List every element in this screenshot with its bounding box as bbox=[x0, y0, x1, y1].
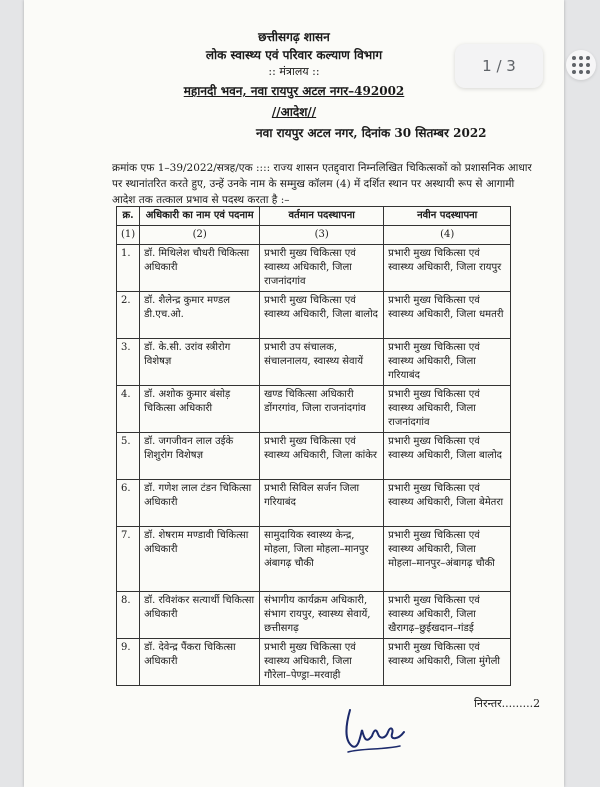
row-serial: 2. bbox=[117, 292, 140, 339]
table-header-row bbox=[117, 207, 511, 226]
table-row bbox=[117, 639, 511, 686]
row-new-posting: प्रभारी मुख्य चिकित्सा एवं स्वास्थ्य अधिकारी, जिला खैरागढ़–छुईखदान–गंडई bbox=[384, 592, 511, 639]
order-intro-paragraph: क्रमांक एफ 1–39/2022/सत्रह/एक :::: राज्य शासन एतद्द्वारा निम्नलिखित चिकित्सकों को प्रशासनिक आधार पर स्थानांतरित करते हुए, उन्हें उनके नाम के सम्मुख कॉलम (4) में दर्शित स्थान पर अस्थायी रूप से आगामी आदेश तक तत्काल प्रभाव से पदस्थ करता है :– bbox=[112, 162, 532, 206]
row-officer-name: डॉ. अशोक कुमार बंसोड़ चिकित्सा अधिकारी bbox=[140, 386, 260, 433]
order-date: नवा रायपुर अटल नगर, दिनांक 30 सितम्बर 2022 bbox=[256, 126, 487, 140]
header-current-posting: वर्तमान पदस्थापना bbox=[260, 207, 384, 226]
col-number: (4) bbox=[384, 226, 511, 245]
row-serial: 9. bbox=[117, 639, 140, 686]
row-serial: 5. bbox=[117, 433, 140, 480]
row-new-posting: प्रभारी मुख्य चिकित्सा एवं स्वास्थ्य अधिकारी, जिला धमतरी bbox=[384, 292, 511, 339]
row-officer-name: डॉ. शेषराम मण्डावी चिकित्सा अधिकारी bbox=[140, 527, 260, 592]
table-row bbox=[117, 480, 511, 527]
continuation-note: निरन्तर.........2 bbox=[474, 697, 541, 710]
row-serial: 4. bbox=[117, 386, 140, 433]
letterhead-department: लोक स्वास्थ्य एवं परिवार कल्याण विभाग bbox=[205, 48, 383, 62]
row-officer-name: डॉ. के.सी. उरांव स्त्रीरोग विशेषज्ञ bbox=[140, 339, 260, 386]
row-officer-name: डॉ. रविशंकर सत्यार्थी चिकित्सा अधिकारी bbox=[140, 592, 260, 639]
row-current-posting: खण्ड चिकित्सा अधिकारी डोंगरगांव, जिला राजनांदगांव bbox=[260, 386, 384, 433]
col-number: (3) bbox=[260, 226, 384, 245]
row-officer-name: डॉ. देवेन्द्र पैंकरा चिकित्सा अधिकारी bbox=[140, 639, 260, 686]
row-serial: 6. bbox=[117, 480, 140, 527]
header-officer-name: अधिकारी का नाम एवं पदनाम bbox=[140, 207, 260, 226]
row-current-posting: प्रभारी मुख्य चिकित्सा एवं स्वास्थ्य अधिकारी, जिला राजनांदगांव bbox=[260, 245, 384, 292]
row-new-posting: प्रभारी मुख्य चिकित्सा एवं स्वास्थ्य अधिकारी, जिला राजनांदगांव bbox=[384, 386, 511, 433]
row-current-posting: प्रभारी मुख्य चिकित्सा एवं स्वास्थ्य अधिकारी, जिला कांकेर bbox=[260, 433, 384, 480]
row-current-posting: सामुदायिक स्वास्थ्य केन्द्र, मोहला, जिला मोहला–मानपुर अंबागढ़ चौकी bbox=[260, 527, 384, 592]
letterhead-address: महानदी भवन, नवा रायपुर अटल नगर–492002 bbox=[183, 84, 405, 98]
header-new-posting: नवीन पदस्थापना bbox=[384, 207, 511, 226]
row-current-posting: प्रभारी सिविल सर्जन जिला गरियाबंद bbox=[260, 480, 384, 527]
table-row bbox=[117, 245, 511, 292]
row-serial: 8. bbox=[117, 592, 140, 639]
transfer-table bbox=[116, 206, 511, 686]
row-new-posting: प्रभारी मुख्य चिकित्सा एवं स्वास्थ्य अधिकारी, जिला मुंगेली bbox=[384, 639, 511, 686]
row-new-posting: प्रभारी मुख्य चिकित्सा एवं स्वास्थ्य अधिकारी, जिला रायपुर bbox=[384, 245, 511, 292]
table-row bbox=[117, 527, 511, 592]
row-current-posting: प्रभारी मुख्य चिकित्सा एवं स्वास्थ्य अधिकारी, जिला गौरेला–पेण्ड्रा–मरवाही bbox=[260, 639, 384, 686]
row-current-posting: संभागीय कार्यक्रम अधिकारी, संभाग रायपुर, स्वास्थ्य सेवायें, छत्तीसगढ़ bbox=[260, 592, 384, 639]
row-officer-name: डॉ. शैलेन्द्र कुमार मण्डल डी.एच.ओ. bbox=[140, 292, 260, 339]
row-serial: 7. bbox=[117, 527, 140, 592]
page-indicator: 1 / 3 bbox=[455, 44, 543, 88]
table-column-number-row bbox=[117, 226, 511, 245]
table-row bbox=[117, 292, 511, 339]
letterhead-government: छत्तीसगढ़ शासन bbox=[258, 30, 330, 44]
row-officer-name: डॉ. जगजीवन लाल उईके शिशुरोग विशेषज्ञ bbox=[140, 433, 260, 480]
table-row bbox=[117, 433, 511, 480]
signature-image bbox=[342, 700, 412, 760]
row-new-posting: प्रभारी मुख्य चिकित्सा एवं स्वास्थ्य अधिकारी, जिला गरियाबंद bbox=[384, 339, 511, 386]
table-row bbox=[117, 386, 511, 433]
row-officer-name: डॉ. गणेश लाल टंडन चिकित्सा अधिकारी bbox=[140, 480, 260, 527]
row-new-posting: प्रभारी मुख्य चिकित्सा एवं स्वास्थ्य अधिकारी, जिला बालोद bbox=[384, 433, 511, 480]
row-serial: 1. bbox=[117, 245, 140, 292]
row-current-posting: प्रभारी उप संचालक, संचालनालय, स्वास्थ्य सेवायें bbox=[260, 339, 384, 386]
col-number: (1) bbox=[117, 226, 140, 245]
order-title: //आदेश// bbox=[271, 105, 317, 119]
header-serial: क्र. bbox=[117, 207, 140, 226]
row-officer-name: डॉ. मिथिलेश चौधरी चिकित्सा अधिकारी bbox=[140, 245, 260, 292]
col-number: (2) bbox=[140, 226, 260, 245]
row-serial: 3. bbox=[117, 339, 140, 386]
row-new-posting: प्रभारी मुख्य चिकित्सा एवं स्वास्थ्य अधिकारी, जिला मोहला–मानपुर–अंबागढ़ चौकी bbox=[384, 527, 511, 592]
more-options-icon[interactable] bbox=[566, 50, 596, 80]
letterhead-ministry: :: मंत्रालय :: bbox=[268, 65, 320, 78]
document-page bbox=[24, 0, 564, 787]
row-current-posting: प्रभारी मुख्य चिकित्सा एवं स्वास्थ्य अधिकारी, जिला बालोद bbox=[260, 292, 384, 339]
table-row bbox=[117, 592, 511, 639]
row-new-posting: प्रभारी मुख्य चिकित्सा एवं स्वास्थ्य अधिकारी, जिला बेमेतरा bbox=[384, 480, 511, 527]
table-row bbox=[117, 339, 511, 386]
